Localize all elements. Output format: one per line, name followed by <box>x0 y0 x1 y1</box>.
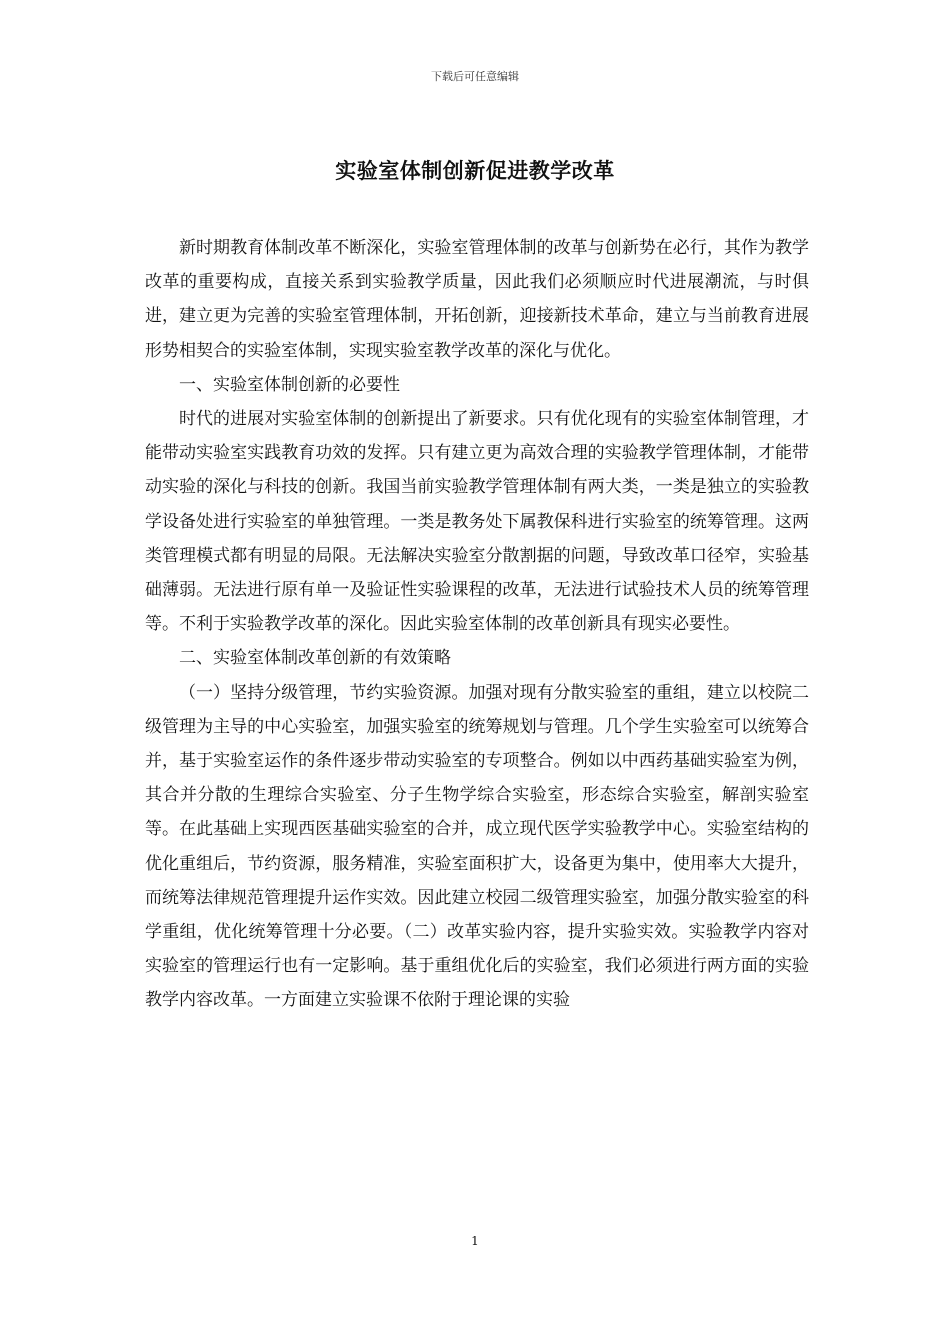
section-1-paragraph: 时代的进展对实验室体制的创新提出了新要求。只有优化现有的实验室体制管理，才能带动实验室实践教育功效的发挥。只有建立更为高效合理的实验教学管理体制，才能带动实验的深化与科技的创新。我国当前实验教学管理体制有两大类，一类是独立的实验教学设备处进行实验室的单独管理。一类是教务处下属教保科进行实验室的统筹管理。这两类管理模式都有明显的局限。无法解决实验室分散割据的问题，导致改革口径窄，实验基础薄弱。无法进行原有单一及验证性实验课程的改革，无法进行试验技术人员的统筹管理等。不利于实验教学改革的深化。因此实验室体制的改革创新具有现实必要性。 <box>145 409 809 635</box>
section-heading-2: 二、实验室体制改革创新的有效策略 <box>179 648 451 669</box>
section-heading-1: 一、实验室体制创新的必要性 <box>179 374 400 395</box>
header-note: 下载后可任意编辑 <box>431 70 519 83</box>
page-number: 1 <box>471 1234 479 1248</box>
intro-paragraph: 新时期教育体制改革不断深化，实验室管理体制的改革与创新势在必行，其作为教学改革的重要构成，直接关系到实验教学质量，因此我们必须顺应时代进展潮流，与时俱进，建立更为完善的实验室管理体制，开拓创新，迎接新技术革命，建立与当前教育进展形势相契合的实验室体制，实现实验室教学改革的深化与优化。 <box>145 238 809 361</box>
document-body <box>145 231 809 1018</box>
section-2-paragraph: （一）坚持分级管理，节约实验资源。加强对现有分散实验室的重组，建立以校院二级管理为主导的中心实验室，加强实验室的统筹规划与管理。几个学生实验室可以统筹合并，基于实验室运作的条件逐步带动实验室的专项整合。例如以中西药基础实验室为例，其合并分散的生理综合实验室、分子生物学综合实验室，形态综合实验室，解剖实验室等。在此基础上实现西医基础实验室的合并，成立现代医学实验教学中心。实验室结构的优化重组后，节约资源，服务精准，实验室面积扩大，设备更为集中，使用率大大提升，而统筹法律规范管理提升运作实效。因此建立校园二级管理实验室，加强分散实验室的科学重组，优化统筹管理十分必要。（二）改革实验内容，提升实验实效。实验教学内容对实验室的管理运行也有一定影响。基于重组优化后的实验室，我们必须进行两方面的实验教学内容改革。一方面建立实验课不依附于理论课的实验 <box>145 682 809 1011</box>
document-title: 实验室体制创新促进教学改革 <box>335 159 615 183</box>
